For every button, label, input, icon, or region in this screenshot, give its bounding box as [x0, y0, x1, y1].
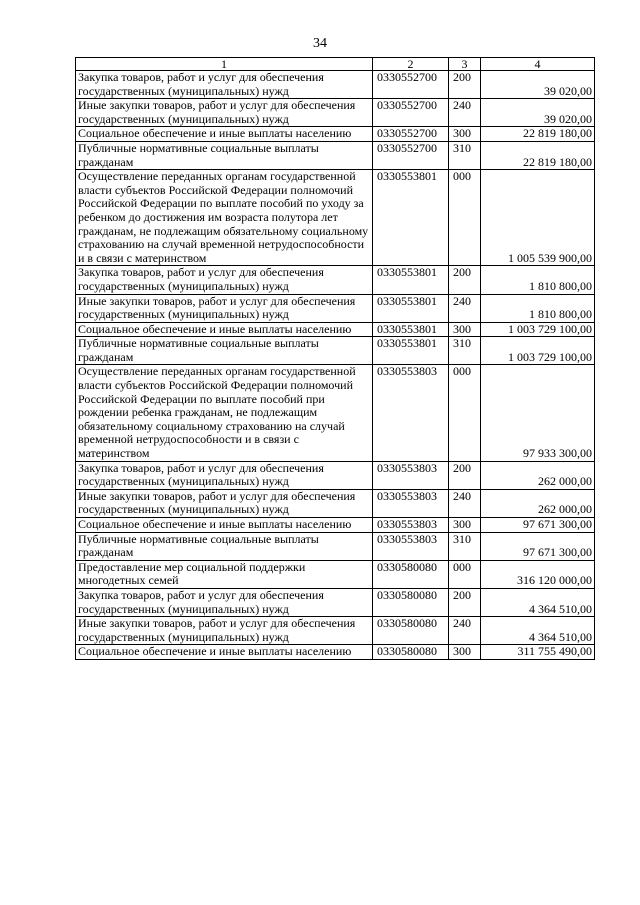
table-row [76, 170, 595, 266]
row-description: Иные закупки товаров, работ и услуг для обеспечения государственных (муниципальных) нужд [76, 99, 373, 127]
row-target-code: 0330553801 [373, 266, 449, 294]
row-expense-type: 240 [449, 99, 481, 127]
row-expense-type: 300 [449, 127, 481, 142]
column-header: 2 [373, 58, 449, 71]
column-header: 1 [76, 58, 373, 71]
row-amount: 311 755 490,00 [481, 645, 595, 660]
row-amount: 39 020,00 [481, 71, 595, 99]
row-target-code: 0330552700 [373, 99, 449, 127]
row-description: Закупка товаров, работ и услуг для обеспечения государственных (муниципальных) нужд [76, 266, 373, 294]
row-expense-type: 000 [449, 560, 481, 588]
row-description: Социальное обеспечение и иные выплаты населению [76, 127, 373, 142]
row-expense-type: 310 [449, 141, 481, 169]
row-target-code: 0330553801 [373, 170, 449, 266]
row-amount: 4 364 510,00 [481, 617, 595, 645]
table-row [76, 617, 595, 645]
row-amount: 262 000,00 [481, 461, 595, 489]
row-expense-type: 300 [449, 645, 481, 660]
row-amount: 1 003 729 100,00 [481, 322, 595, 337]
row-target-code: 0330553801 [373, 337, 449, 365]
row-expense-type: 300 [449, 518, 481, 533]
row-expense-type: 200 [449, 588, 481, 616]
row-description: Социальное обеспечение и иные выплаты населению [76, 322, 373, 337]
row-amount: 1 810 800,00 [481, 266, 595, 294]
row-target-code: 0330580080 [373, 560, 449, 588]
row-description: Предоставление мер социальной поддержки многодетных семей [76, 560, 373, 588]
row-target-code: 0330553803 [373, 461, 449, 489]
row-amount: 1 810 800,00 [481, 294, 595, 322]
row-target-code: 0330580080 [373, 617, 449, 645]
column-header: 4 [481, 58, 595, 71]
table-row [76, 127, 595, 142]
row-expense-type: 200 [449, 461, 481, 489]
table-row [76, 141, 595, 169]
row-target-code: 0330552700 [373, 141, 449, 169]
table-row [76, 99, 595, 127]
row-target-code: 0330552700 [373, 71, 449, 99]
table-row [76, 365, 595, 461]
row-amount: 97 671 300,00 [481, 532, 595, 560]
row-description: Осуществление переданных органам государственной власти субъектов Российской Федерации полномочий Российской Федерации по выплате пособий по уходу за ребенком до достижения им возраста полутора лет гражданам, не подлежащим обязательному социальному страхованию на случай временной нетрудоспособности и в связи с материнством [76, 170, 373, 266]
row-description: Закупка товаров, работ и услуг для обеспечения государственных (муниципальных) нужд [76, 71, 373, 99]
table-row [76, 294, 595, 322]
table-row [76, 266, 595, 294]
row-description: Закупка товаров, работ и услуг для обеспечения государственных (муниципальных) нужд [76, 461, 373, 489]
row-description: Публичные нормативные социальные выплаты гражданам [76, 532, 373, 560]
row-amount: 22 819 180,00 [481, 141, 595, 169]
row-target-code: 0330553803 [373, 518, 449, 533]
row-target-code: 0330553801 [373, 294, 449, 322]
table-row [76, 645, 595, 660]
table-row [76, 532, 595, 560]
row-target-code: 0330553801 [373, 322, 449, 337]
table-row [76, 71, 595, 99]
row-amount: 1 003 729 100,00 [481, 337, 595, 365]
table-row [76, 518, 595, 533]
row-target-code: 0330553803 [373, 489, 449, 517]
table-row [76, 588, 595, 616]
row-amount: 39 020,00 [481, 99, 595, 127]
row-description: Публичные нормативные социальные выплаты гражданам [76, 141, 373, 169]
row-description: Социальное обеспечение и иные выплаты населению [76, 645, 373, 660]
row-amount: 262 000,00 [481, 489, 595, 517]
row-amount: 4 364 510,00 [481, 588, 595, 616]
row-description: Иные закупки товаров, работ и услуг для обеспечения государственных (муниципальных) нужд [76, 294, 373, 322]
row-expense-type: 200 [449, 71, 481, 99]
row-amount: 97 933 300,00 [481, 365, 595, 461]
row-description: Закупка товаров, работ и услуг для обеспечения государственных (муниципальных) нужд [76, 588, 373, 616]
row-amount: 316 120 000,00 [481, 560, 595, 588]
table-row [76, 322, 595, 337]
row-expense-type: 200 [449, 266, 481, 294]
row-target-code: 0330552700 [373, 127, 449, 142]
row-amount: 22 819 180,00 [481, 127, 595, 142]
row-expense-type: 240 [449, 617, 481, 645]
row-amount: 97 671 300,00 [481, 518, 595, 533]
column-header: 3 [449, 58, 481, 71]
row-expense-type: 000 [449, 170, 481, 266]
row-amount: 1 005 539 900,00 [481, 170, 595, 266]
row-description: Иные закупки товаров, работ и услуг для обеспечения государственных (муниципальных) нужд [76, 489, 373, 517]
row-expense-type: 310 [449, 532, 481, 560]
row-target-code: 0330580080 [373, 645, 449, 660]
column-header-row [76, 58, 595, 71]
row-target-code: 0330580080 [373, 588, 449, 616]
row-description: Осуществление переданных органам государственной власти субъектов Российской Федерации полномочий Российской Федерации по выплате пособий при рождении ребенка гражданам, не подлежащим обязательному социальному страхованию на случай временной нетрудоспособности и в связи с материнством [76, 365, 373, 461]
budget-table [75, 57, 595, 660]
row-description: Публичные нормативные социальные выплаты гражданам [76, 337, 373, 365]
table-row [76, 560, 595, 588]
row-expense-type: 300 [449, 322, 481, 337]
table-row [76, 489, 595, 517]
budget-table-body [76, 58, 595, 660]
row-target-code: 0330553803 [373, 532, 449, 560]
row-expense-type: 310 [449, 337, 481, 365]
row-expense-type: 240 [449, 489, 481, 517]
table-row [76, 461, 595, 489]
row-expense-type: 240 [449, 294, 481, 322]
row-expense-type: 000 [449, 365, 481, 461]
row-description: Социальное обеспечение и иные выплаты населению [76, 518, 373, 533]
row-description: Иные закупки товаров, работ и услуг для обеспечения государственных (муниципальных) нужд [76, 617, 373, 645]
table-row [76, 337, 595, 365]
row-target-code: 0330553803 [373, 365, 449, 461]
page-number: 34 [313, 36, 327, 51]
